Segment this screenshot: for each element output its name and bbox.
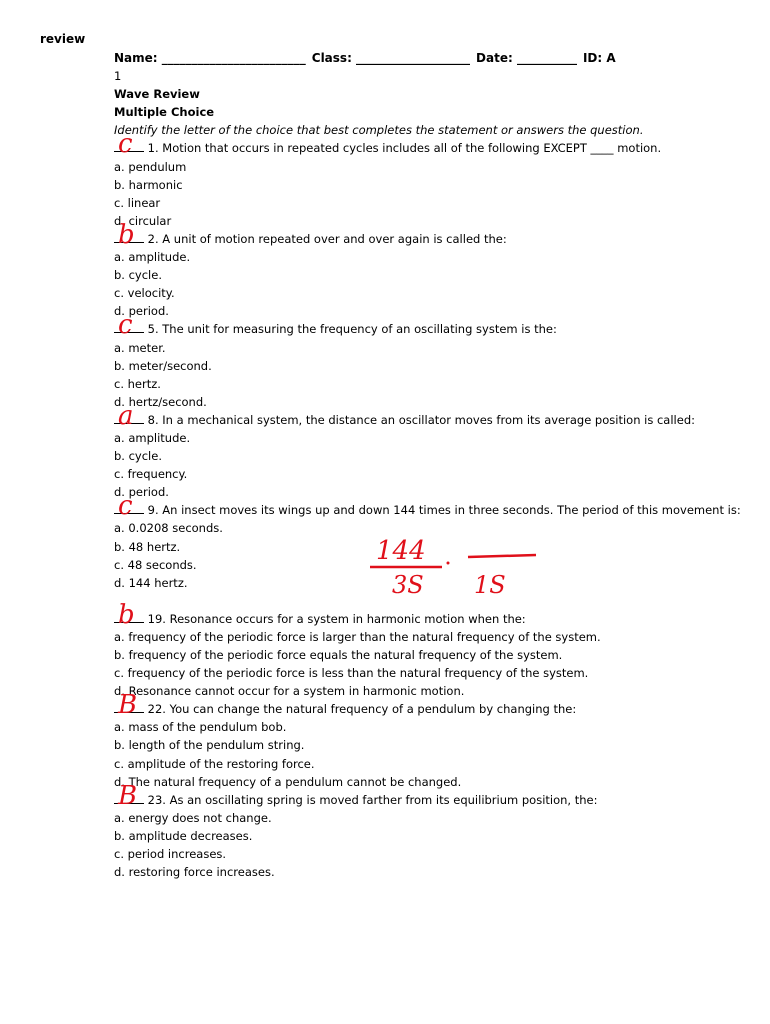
option: b. cycle. bbox=[114, 449, 162, 464]
option: b. meter/second. bbox=[114, 358, 212, 373]
option: a. frequency of the periodic force is larger than the natural frequency of the system. bbox=[114, 629, 601, 644]
dot-mark bbox=[447, 562, 450, 565]
id-field: ID: A bbox=[582, 51, 616, 65]
option: c. frequency. bbox=[114, 467, 188, 482]
option: c. frequency of the periodic force is less than the natural frequency of the system. bbox=[114, 666, 589, 681]
option: c. period increases. bbox=[114, 847, 227, 862]
option: a. amplitude. bbox=[114, 430, 191, 445]
option: a. energy does not change. bbox=[114, 810, 272, 825]
option: c. 48 seconds. bbox=[114, 557, 197, 572]
option: c. hertz. bbox=[114, 376, 161, 391]
handwritten-numerator: 144 bbox=[376, 536, 426, 566]
option: d. period. bbox=[114, 304, 169, 319]
document-body bbox=[114, 49, 744, 881]
option: d. restoring force increases. bbox=[114, 865, 275, 880]
handwritten-answer: B bbox=[118, 780, 138, 811]
question-text: 22. You can change the natural frequency of a pendulum by changing the: bbox=[147, 702, 577, 717]
question-text: 23. As an oscillating spring is moved farther from its equilibrium position, the: bbox=[147, 792, 598, 807]
corner-label: review bbox=[40, 32, 86, 46]
header-line bbox=[114, 49, 744, 67]
instructions: Identify the letter of the choice that best completes the statement or answers the question. bbox=[114, 123, 644, 138]
handwritten-calculation bbox=[370, 533, 550, 603]
date-field: Date: __________ bbox=[476, 51, 577, 65]
option: a. amplitude. bbox=[114, 250, 191, 265]
option: a. pendulum bbox=[114, 159, 187, 174]
option: c. amplitude of the restoring force. bbox=[114, 756, 315, 771]
handwritten-denominator-right: 1S bbox=[474, 571, 506, 599]
handwritten-answer: c bbox=[118, 491, 133, 522]
option: b. frequency of the periodic force equals the natural frequency of the system. bbox=[114, 648, 563, 662]
option: b. 48 hertz. bbox=[114, 539, 181, 554]
handwritten-answer: c bbox=[118, 310, 133, 341]
option: b. amplitude decreases. bbox=[114, 828, 253, 843]
question-text: 19. Resonance occurs for a system in harmonic motion when the: bbox=[147, 611, 526, 626]
option: d. 144 hertz. bbox=[114, 575, 188, 590]
handwritten-answer: B bbox=[118, 690, 138, 721]
question-text: 2. A unit of motion repeated over and over again is called the: bbox=[147, 231, 507, 246]
option: b. length of the pendulum string. bbox=[114, 738, 305, 753]
page-number: 1 bbox=[114, 69, 122, 84]
option: b. harmonic bbox=[114, 177, 183, 192]
question-text: 9. An insect moves its wings up and down 144 times in three seconds. The period of this movement is: bbox=[147, 503, 741, 518]
question-19 bbox=[114, 599, 744, 700]
option: a. mass of the pendulum bob. bbox=[114, 720, 287, 735]
option: a. meter. bbox=[114, 340, 166, 355]
option: d. period. bbox=[114, 485, 169, 500]
option: d. circular bbox=[114, 213, 172, 228]
handwritten-answer: a bbox=[118, 400, 134, 431]
question-stem bbox=[114, 599, 744, 630]
class-field: Class: ___________________ bbox=[311, 51, 471, 65]
section-title: Multiple Choice bbox=[114, 105, 215, 120]
fraction-bar-right bbox=[468, 555, 536, 557]
handwritten-answer: c bbox=[118, 129, 133, 160]
handwritten-denominator-left: 3S bbox=[392, 571, 424, 599]
name-field: Name: ________________________ bbox=[114, 51, 306, 65]
option: d. hertz/second. bbox=[114, 394, 207, 409]
question-text: 1. Motion that occurs in repeated cycles includes all of the following EXCEPT ____ motion. bbox=[147, 141, 662, 156]
question-text: 8. In a mechanical system, the distance an oscillator moves from its average position is called: bbox=[147, 412, 695, 427]
option: c. velocity. bbox=[114, 286, 175, 301]
option: c. linear bbox=[114, 195, 161, 210]
page-title: Wave Review bbox=[114, 87, 200, 102]
handwritten-answer: b bbox=[118, 219, 135, 250]
question-text: 5. The unit for measuring the frequency of an oscillating system is the: bbox=[147, 322, 557, 337]
handwritten-answer: b bbox=[118, 599, 135, 630]
option: b. cycle. bbox=[114, 268, 162, 283]
option: d. The natural frequency of a pendulum cannot be changed. bbox=[114, 774, 462, 789]
option: a. 0.0208 seconds. bbox=[114, 521, 223, 536]
option: d. Resonance cannot occur for a system in harmonic motion. bbox=[114, 684, 465, 699]
